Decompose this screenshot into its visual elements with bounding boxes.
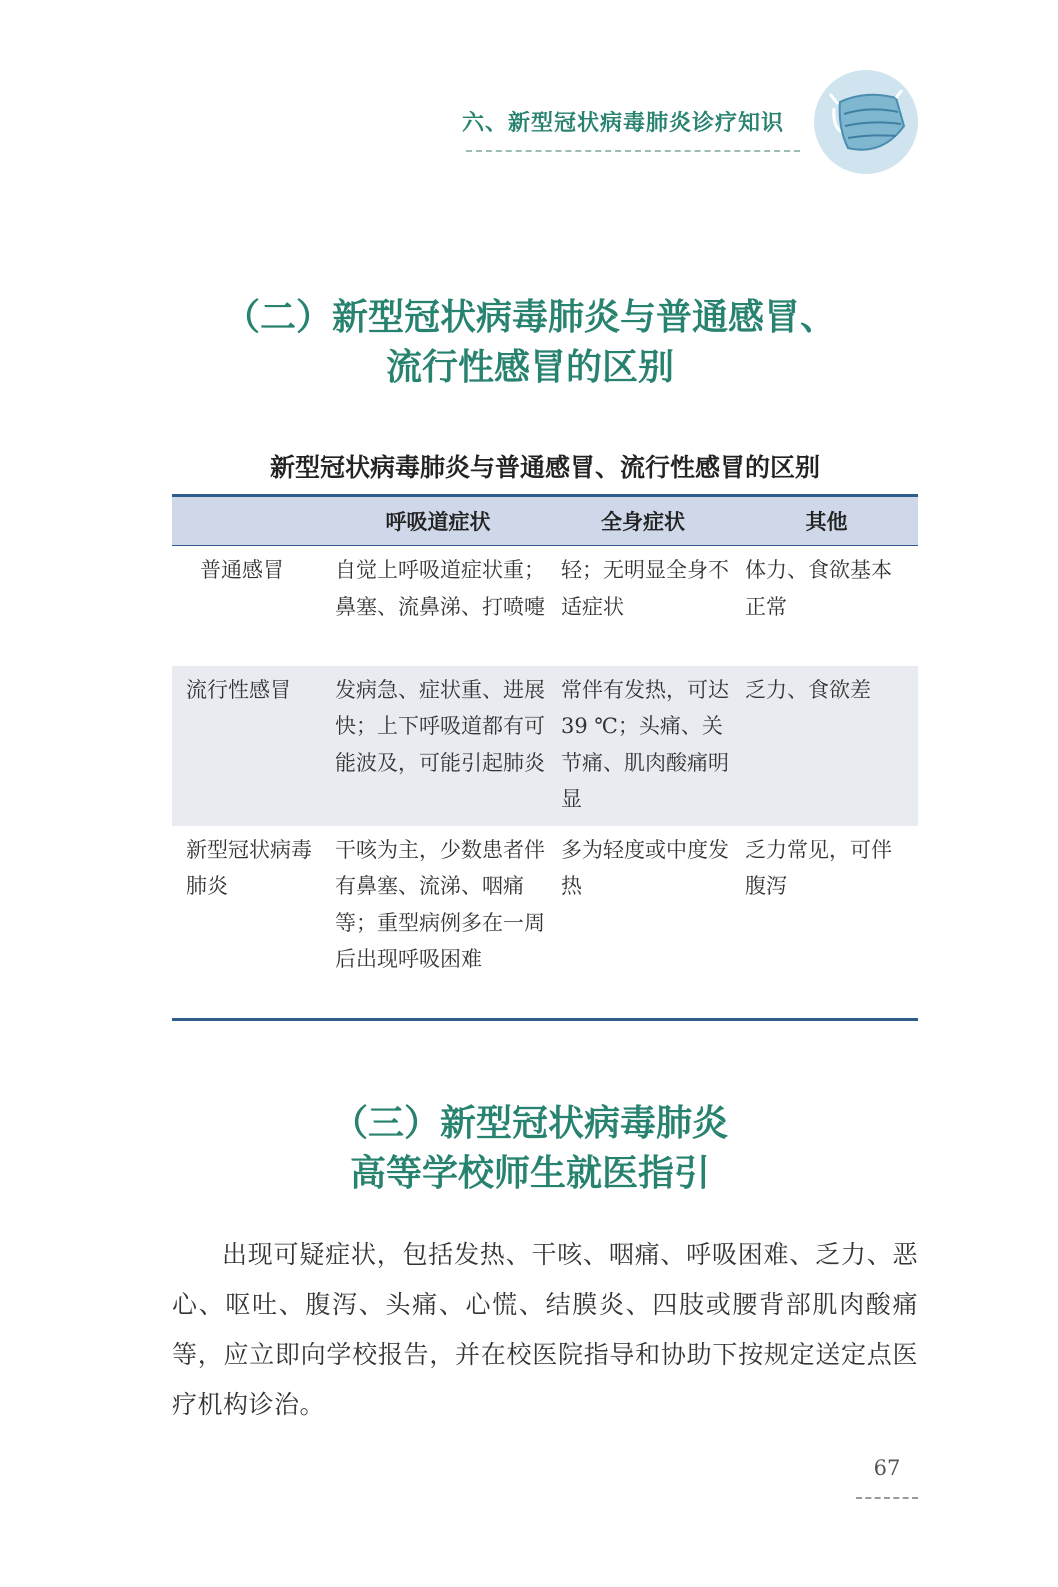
column-header-respiratory: 呼吸道症状 [325,496,551,546]
header-divider [466,150,800,152]
other-cell: 体力、食欲基本正常 [745,558,892,619]
column-header-other: 其他 [735,496,918,546]
table-row [172,546,918,666]
systemic-cell: 多为轻度或中度发热 [551,826,735,1020]
respiratory-cell: 自觉上呼吸道症状重；鼻塞、流鼻涕、打喷嚏 [335,558,545,619]
section-three-title-line1: （三）新型冠状病毒肺炎 [331,1102,728,1144]
table-caption: 新型冠状病毒肺炎与普通感冒、流行性感冒的区别 [269,453,820,482]
row-name-cell: 普通感冒 [200,558,284,582]
systemic-cell: 轻；无明显全身不适症状 [561,558,729,619]
row-name-cell: 流行性感冒 [186,677,291,702]
chapter-header-title: 六、新型冠状病毒肺炎诊疗知识 [462,110,785,136]
other-cell: 乏力、食欲差 [745,677,871,702]
table-header-row [172,496,918,546]
row-name-cell: 新型冠状病毒肺炎 [172,826,325,1020]
body-paragraph: 出现可疑症状，包括发热、干咳、咽痛、呼吸困难、乏力、恶心、呕吐、腹泻、头痛、心慌、结膜炎、四肢或腰背部肌肉酸痛等，应立即向学校报告，并在校医院指导和协助下按规定送定点医疗机构诊治。 [172,1240,918,1419]
section-two-title-line2: 流行性感冒的区别 [385,346,674,388]
other-cell: 乏力常见，可伴腹泻 [735,826,918,1020]
section-two-title [130,292,930,392]
respiratory-cell: 干咳为主，少数患者伴有鼻塞、流涕、咽痛等；重型病例多在一周后出现呼吸困难 [325,826,551,1020]
section-three-title [130,1098,930,1198]
section-two-title-line1: （二）新型冠状病毒肺炎与普通感冒、 [223,296,836,338]
page-number-divider [856,1497,918,1499]
face-mask-icon [812,68,920,176]
column-header-blank [172,496,325,546]
column-header-systemic: 全身症状 [551,496,735,546]
table-row [172,826,918,1020]
respiratory-cell: 发病急、症状重、进展快；上下呼吸道都有可能波及，可能引起肺炎 [335,677,545,775]
systemic-cell: 常伴有发热，可达 39 ℃；头痛、关节痛、肌肉酸痛明显 [561,677,729,811]
table-row [172,666,918,826]
section-three-title-line2: 高等学校师生就医指引 [349,1152,710,1194]
comparison-table [172,494,918,1021]
page-number: 67 [873,1456,901,1480]
